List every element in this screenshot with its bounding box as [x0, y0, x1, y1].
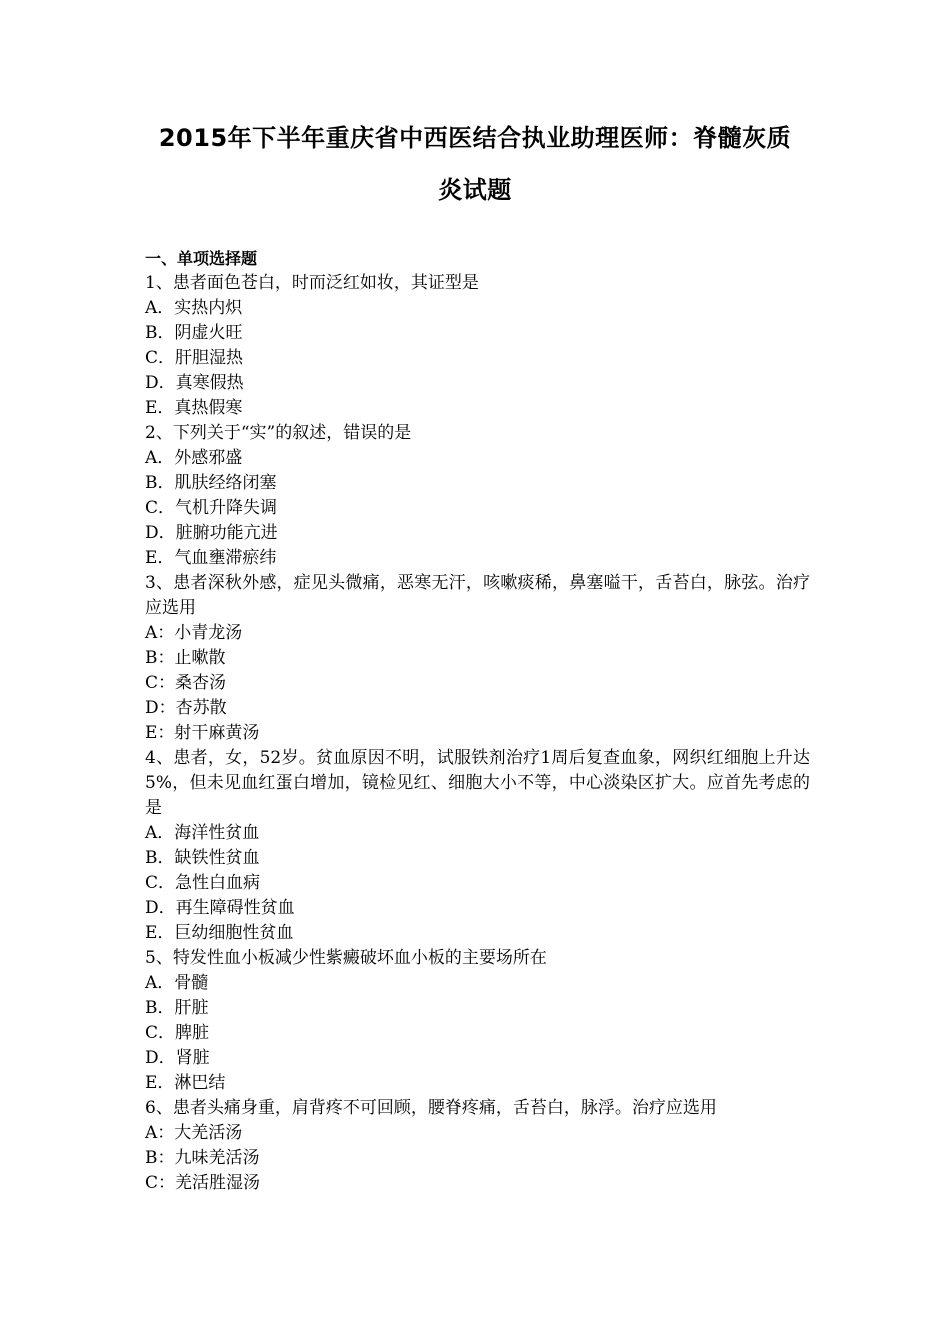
option-letter: E． [145, 923, 175, 943]
answer-option [145, 1046, 810, 1071]
option-letter: C． [145, 348, 176, 368]
option-letter: B： [145, 1148, 175, 1168]
answer-option [145, 496, 810, 521]
answer-option [145, 696, 810, 721]
option-letter: D． [145, 1048, 176, 1068]
answer-option [145, 1071, 810, 1096]
question-stem: 4、患者，女，52岁。贫血原因不明，试服铁剂治疗1周后复查血象，网织红细胞上升达5%，但未见血红蛋白增加，镜检见红、细胞大小不等，中心淡染区扩大。应首先考虑的是 [145, 748, 810, 818]
answer-option [145, 971, 810, 996]
option-letter: B： [145, 648, 175, 668]
option-letter: E． [145, 548, 175, 568]
option-text: 止嗽散 [174, 648, 226, 668]
option-text: 气机升降失调 [175, 498, 278, 518]
option-text: 九味羌活汤 [174, 1148, 260, 1168]
option-letter: E： [145, 723, 175, 743]
option-text: 真热假寒 [174, 398, 243, 418]
option-letter: A： [145, 1123, 175, 1143]
answer-option [145, 896, 810, 921]
option-letter: B． [145, 323, 175, 343]
option-text: 气血壅滞瘀纬 [174, 548, 277, 568]
option-letter: B． [145, 998, 175, 1018]
option-text: 巨幼细胞性贫血 [174, 923, 294, 943]
option-letter: B． [145, 848, 175, 868]
answer-option [145, 521, 810, 546]
question-block [145, 421, 810, 571]
question-block [145, 571, 810, 746]
question-stem: 6、患者头痛身重，肩背疼不可回顾，腰脊疼痛，舌苔白，脉浮。治疗应选用 [145, 1098, 717, 1118]
option-text: 淋巴结 [174, 1073, 226, 1093]
option-letter: A： [145, 623, 175, 643]
answer-option [145, 846, 810, 871]
question-block [145, 946, 810, 1096]
answer-option [145, 721, 810, 746]
option-text: 肝胆湿热 [175, 348, 244, 368]
answer-option [145, 996, 810, 1021]
question-stem: 2、下列关于“实”的叙述，错误的是 [145, 423, 412, 443]
option-letter: D． [145, 523, 176, 543]
question-list [145, 271, 810, 1196]
option-letter: B． [145, 473, 175, 493]
option-letter: C． [145, 498, 176, 518]
answer-option [145, 471, 810, 496]
answer-option [145, 671, 810, 696]
option-letter: E． [145, 398, 175, 418]
answer-option [145, 296, 810, 321]
option-letter: D． [145, 898, 176, 918]
option-text: 骨髓 [174, 973, 209, 993]
option-letter: A． [145, 973, 175, 993]
option-text: 肾脏 [175, 1048, 210, 1068]
question-stem: 5、特发性血小板减少性紫癜破坏血小板的主要场所在 [145, 948, 547, 968]
option-letter: A． [145, 823, 175, 843]
answer-option [145, 396, 810, 421]
document-title-line1: 2015年下半年重庆省中西医结合执业助理医师：脊髓灰质 [158, 124, 792, 152]
answer-option [145, 371, 810, 396]
question-stem: 1、患者面色苍白，时而泛红如妆，其证型是 [145, 273, 479, 293]
question-block [145, 1096, 810, 1196]
option-text: 真寒假热 [175, 373, 244, 393]
option-text: 小青龙汤 [174, 623, 243, 643]
answer-option [145, 646, 810, 671]
option-letter: C． [145, 873, 176, 893]
option-text: 桑杏汤 [175, 673, 227, 693]
option-letter: C： [145, 673, 176, 693]
option-text: 肝脏 [174, 998, 209, 1018]
option-text: 脾脏 [175, 1023, 210, 1043]
option-letter: A． [145, 298, 175, 318]
document-title-line2: 炎试题 [438, 176, 512, 204]
option-text: 缺铁性贫血 [174, 848, 260, 868]
question-stem: 3、患者深秋外感，症见头微痛，恶寒无汗，咳嗽痰稀，鼻塞嗌干，舌苔白，脉弦。治疗应选用 [145, 573, 810, 618]
answer-option [145, 346, 810, 371]
option-text: 阴虚火旺 [174, 323, 243, 343]
option-text: 射干麻黄汤 [174, 723, 260, 743]
option-text: 羌活胜湿汤 [175, 1173, 261, 1193]
option-letter: C． [145, 1023, 176, 1043]
document-body [145, 246, 810, 1196]
answer-option [145, 621, 810, 646]
question-block [145, 746, 810, 946]
option-text: 急性白血病 [175, 873, 261, 893]
option-text: 外感邪盛 [174, 448, 243, 468]
option-text: 脏腑功能亢进 [175, 523, 278, 543]
answer-option [145, 1121, 810, 1146]
answer-option [145, 1146, 810, 1171]
answer-option [145, 921, 810, 946]
option-text: 肌肤经络闭塞 [174, 473, 277, 493]
option-letter: A． [145, 448, 175, 468]
answer-option [145, 321, 810, 346]
option-text: 实热内炽 [174, 298, 243, 318]
option-letter: D： [145, 698, 176, 718]
option-text: 大羌活汤 [174, 1123, 243, 1143]
option-letter: E． [145, 1073, 175, 1093]
option-letter: C： [145, 1173, 176, 1193]
section-heading: 一、单项选择题 [145, 249, 258, 268]
option-text: 海洋性贫血 [174, 823, 260, 843]
answer-option [145, 446, 810, 471]
answer-option [145, 871, 810, 896]
option-text: 杏苏散 [175, 698, 227, 718]
option-letter: D． [145, 373, 176, 393]
answer-option [145, 1171, 810, 1196]
question-block [145, 271, 810, 421]
answer-option [145, 546, 810, 571]
answer-option [145, 821, 810, 846]
option-text: 再生障碍性贫血 [175, 898, 295, 918]
answer-option [145, 1021, 810, 1046]
